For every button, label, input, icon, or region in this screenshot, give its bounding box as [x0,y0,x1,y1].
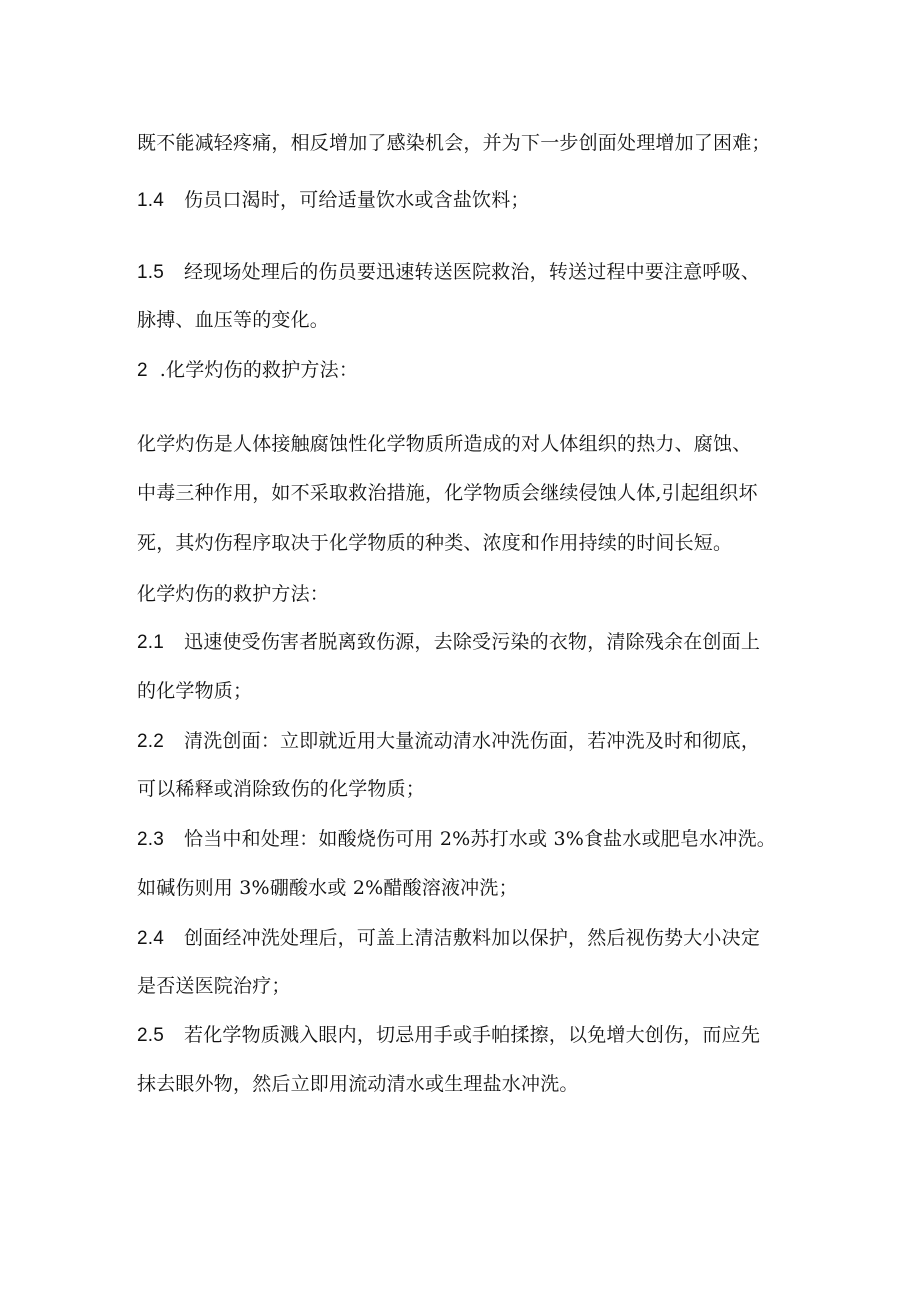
line-text: 清洗创面：立即就近用大量流动清水冲洗伤面，若冲洗及时和彻底， [184,730,761,752]
line-text: 抹去眼外物，然后立即用流动清水或生理盐水冲洗。 [137,1073,579,1095]
line-text: 迅速使受伤害者脱离致伤源，去除受污染的衣物，清除残余在创面上 [184,631,761,653]
paragraph-line [137,776,425,802]
list-item-1-4 [137,187,530,214]
line-text: 是否送医院治疗； [137,975,291,997]
line-text: 中毒三种作用，如不采取救治措施，化学物质会继续侵蚀人体,引起组织坏 [137,482,758,504]
list-item-2-5 [137,1022,760,1049]
item-number: 2.2 [137,731,165,752]
line-text: 伤员口渴时，可给适量饮水或含盐饮料； [184,189,530,211]
list-item-2-2 [137,728,760,755]
line-text: 如碱伤则用 3%硼酸水或 2%醋酸溶液冲洗； [137,877,518,899]
section-number: 2 [137,360,148,381]
line-text: 的化学物质； [137,680,253,702]
item-number: 1.5 [137,262,165,283]
line-text: 恰当中和处理：如酸烧伤可用 2%苏打水或 3%食盐水或肥皂水冲洗。 [184,828,776,850]
paragraph-line [137,480,758,506]
line-text: 可以稀释或消除致伤的化学物质； [137,778,426,800]
paragraph-line [137,973,291,999]
line-text: 既不能减轻疼痛，相反增加了感染机会，并为下一步创面处理增加了困难； [137,132,771,154]
line-text: 化学灼伤是人体接触腐蚀性化学物质所造成的对人体组织的热力、腐蚀、 [137,433,752,455]
item-number: 2.3 [137,829,165,850]
list-item-2-3 [137,826,776,853]
heading-text: .化学灼伤的救护方法： [159,359,359,381]
item-number: 2.5 [137,1025,165,1046]
paragraph-line [137,530,732,556]
paragraph-line [137,678,252,704]
item-number: 2.4 [137,928,165,949]
section-heading [137,357,358,384]
paragraph-line [137,307,329,333]
paragraph-line [137,431,751,457]
paragraph-line [137,130,771,156]
list-item-2-1 [137,629,760,656]
line-text: 化学灼伤的救护方法： [137,583,330,605]
line-text: 若化学物质溅入眼内，切忌用手或手帕揉擦，以免增大创伤，而应先 [184,1024,761,1046]
line-text: 死，其灼伤程序取决于化学物质的种类、浓度和作用持续的时间长短。 [137,532,733,554]
line-text: 脉搏、血压等的变化。 [137,309,330,331]
paragraph-line [137,875,518,901]
paragraph-line [137,1071,579,1097]
subheading [137,581,329,607]
item-number: 2.1 [137,632,165,653]
list-item-2-4 [137,925,760,952]
line-text: 创面经冲洗处理后，可盖上清洁敷料加以保护，然后视伤势大小决定 [184,927,761,949]
list-item-1-5 [137,259,760,286]
item-number: 1.4 [137,190,165,211]
line-text: 经现场处理后的伤员要迅速转送医院救治，转送过程中要注意呼吸、 [184,261,761,283]
